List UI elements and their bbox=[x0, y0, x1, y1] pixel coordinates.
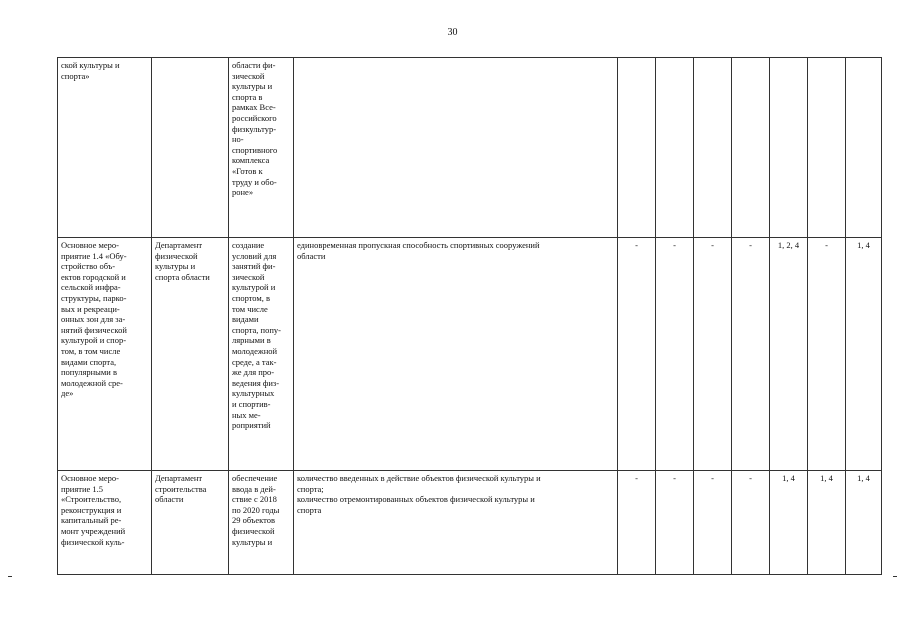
table-row bbox=[58, 471, 882, 575]
result-cell: создание условий для занятий фи- зической культурой и спортом, в том числе видами спорта, попу- лярными в молодежной среде, а так- же для про- ведения физ- культурных и спортив- ных ме- роприятий bbox=[229, 238, 294, 471]
value-cell: 1, 4 bbox=[808, 471, 846, 575]
value-cell: 1, 4 bbox=[770, 471, 808, 575]
activity-cell: ской культуры и спорта» bbox=[58, 58, 152, 238]
executor-cell: Департамент строительства области bbox=[152, 471, 229, 575]
program-table bbox=[57, 57, 882, 575]
value-cell bbox=[618, 58, 656, 238]
value-cell bbox=[656, 58, 694, 238]
value-cell: - bbox=[808, 238, 846, 471]
result-cell: обеспечение ввода в дей- ствие с 2018 по 2020 годы 29 объектов физической культуры и bbox=[229, 471, 294, 575]
crop-mark bbox=[893, 576, 897, 577]
value-cell: 1, 4 bbox=[846, 471, 882, 575]
value-cell bbox=[694, 58, 732, 238]
value-cell: - bbox=[732, 238, 770, 471]
page-number: 30 bbox=[447, 27, 458, 38]
executor-cell: Департамент физической культуры и спорта области bbox=[152, 238, 229, 471]
value-cell: - bbox=[656, 238, 694, 471]
value-cell: - bbox=[618, 471, 656, 575]
value-cell bbox=[808, 58, 846, 238]
executor-cell bbox=[152, 58, 229, 238]
result-cell: области фи- зической культуры и спорта в рамках Все- российского физкультур- но- спортивного комплекса «Готов к труду и обо- роне» bbox=[229, 58, 294, 238]
value-cell bbox=[732, 58, 770, 238]
crop-mark bbox=[8, 576, 12, 577]
value-cell: - bbox=[656, 471, 694, 575]
value-cell: - bbox=[694, 471, 732, 575]
indicator-cell: количество введенных в действие объектов физической культуры и спорта; количество отремонтированных объектов физической культуры и спорта bbox=[294, 471, 618, 575]
table-row bbox=[58, 58, 882, 238]
value-cell: - bbox=[618, 238, 656, 471]
value-cell: - bbox=[694, 238, 732, 471]
activity-cell: Основное меро- приятие 1.4 «Обу- стройство объ- ектов городской и сельской инфра- структуры, парко- вых и рекреаци- онных зон для за- нятий физической культурой и спор- том, в том числе видами спорта, популярными в молодежной сре- де» bbox=[58, 238, 152, 471]
value-cell bbox=[846, 58, 882, 238]
activity-cell: Основное меро- приятие 1.5 «Строительство, реконструкция и капитальный ре- монт учреждений физической куль- bbox=[58, 471, 152, 575]
value-cell bbox=[770, 58, 808, 238]
value-cell: 1, 4 bbox=[846, 238, 882, 471]
table-row bbox=[58, 238, 882, 471]
indicator-cell bbox=[294, 58, 618, 238]
value-cell: 1, 2, 4 bbox=[770, 238, 808, 471]
indicator-cell: единовременная пропускная способность спортивных сооружений области bbox=[294, 238, 618, 471]
value-cell: - bbox=[732, 471, 770, 575]
